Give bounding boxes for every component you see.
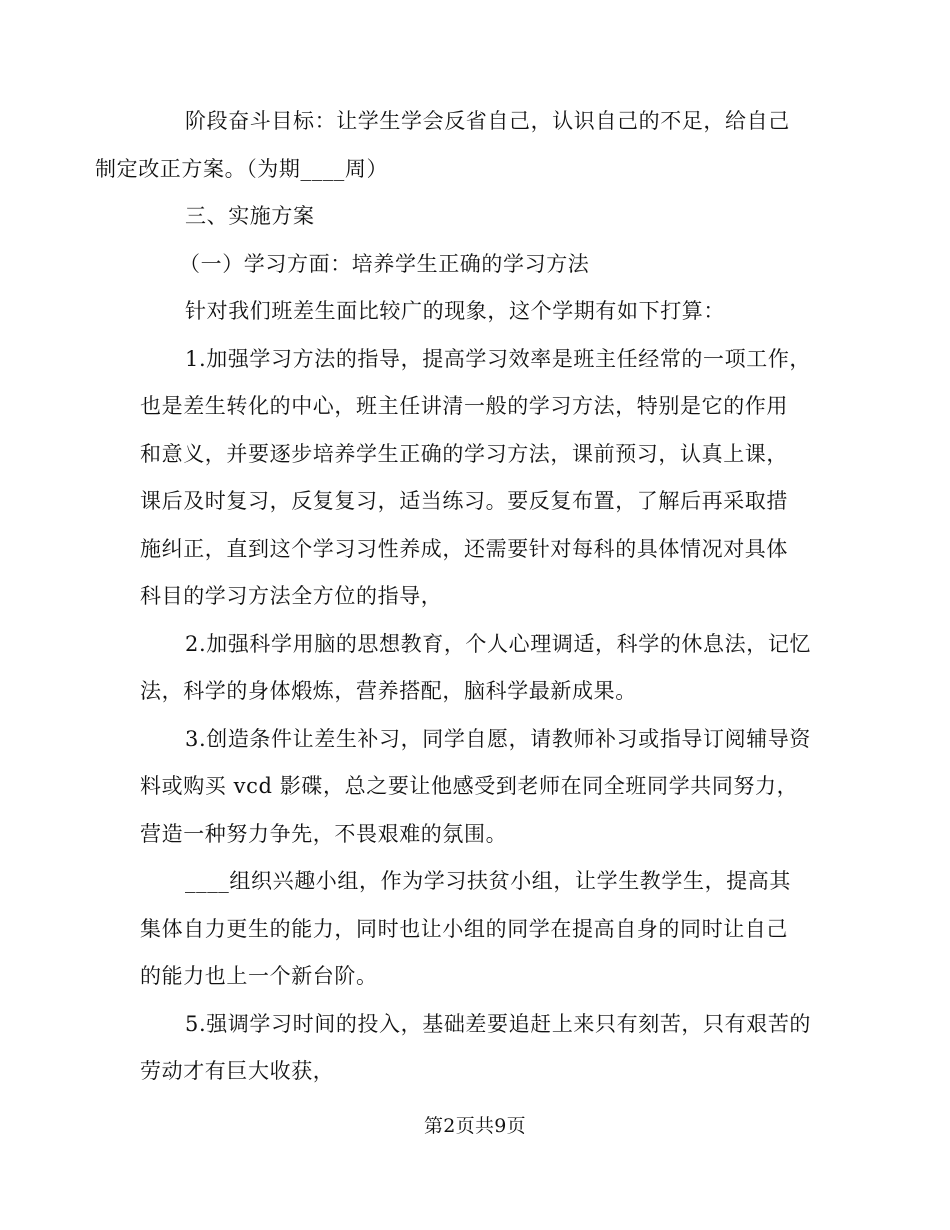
text-line: （一）学习方面：培养学生正确的学习方法 [179, 251, 590, 276]
text-line: 科目的学习方法全方位的指导， [140, 584, 443, 608]
text-line: 阶段奋斗目标：让学生学会反省自己，认识自己的不足，给自己 [185, 109, 790, 133]
text-line: 法，科学的身体煅炼，营养搭配，脑科学最新成果。 [140, 679, 637, 703]
text-line: 3.创造条件让差生补习，同学自愿，请教师补习或指导订阅辅导资 [185, 726, 812, 751]
text-line: 三、实施方案 [185, 204, 315, 228]
paragraph-item-4 [140, 858, 812, 1001]
paragraph-item-1 [140, 336, 812, 621]
text-line: 的能力也上一个新台阶。 [140, 964, 378, 988]
text-line: ____组织兴趣小组，作为学习扶贫小组，让学生教学生，提高其 [185, 869, 791, 893]
text-line: 课后及时复习，反复复习，适当练习。要反复布置，了解后再采取措 [140, 489, 788, 513]
text-line: 料或购买 vcd 影碟，总之要让他感受到老师在同全班同学共同努力， [140, 774, 799, 798]
paragraph-item-3 [140, 716, 812, 859]
text-line: 施纠正，直到这个学习习性养成，还需要针对每科的具体情况对具体 [140, 536, 788, 561]
text-line: 5.强调学习时间的投入，基础差要追赶上来只有刻苦，只有艰苦的 [185, 1011, 812, 1036]
text-line: 营造一种努力争先，不畏艰难的氛围。 [140, 821, 508, 846]
text-line: 和意义，并要逐步培养学生正确的学习方法，课前预习，认真上课， [140, 441, 788, 466]
paragraph-plan-intro [140, 288, 812, 336]
page-number-footer: 第2页共9页 [424, 1115, 526, 1137]
subsection-heading-study [140, 241, 812, 289]
paragraph-stage-goal [95, 98, 812, 193]
text-line: 2.加强科学用脑的思想教育，个人心理调适，科学的休息法，记忆 [185, 631, 812, 656]
text-line: 也是差生转化的中心，班主任讲清一般的学习方法，特别是它的作用 [140, 394, 788, 418]
text-line: 1.加强学习方法的指导，提高学习效率是班主任经常的一项工作， [185, 346, 812, 371]
text-line: 集体自力更生的能力，同时也让小组的同学在提高自身的同时让自己 [140, 916, 788, 941]
text-line: 制定改正方案。（为期____周） [95, 156, 389, 181]
section-heading-implementation [140, 193, 812, 241]
text-line: 劳动才有巨大收获， [140, 1059, 335, 1083]
paragraph-item-5 [140, 1001, 812, 1096]
text-line: 针对我们班差生面比较广的现象，这个学期有如下打算： [185, 299, 725, 323]
document-body [95, 98, 812, 1096]
paragraph-item-2 [140, 621, 812, 716]
